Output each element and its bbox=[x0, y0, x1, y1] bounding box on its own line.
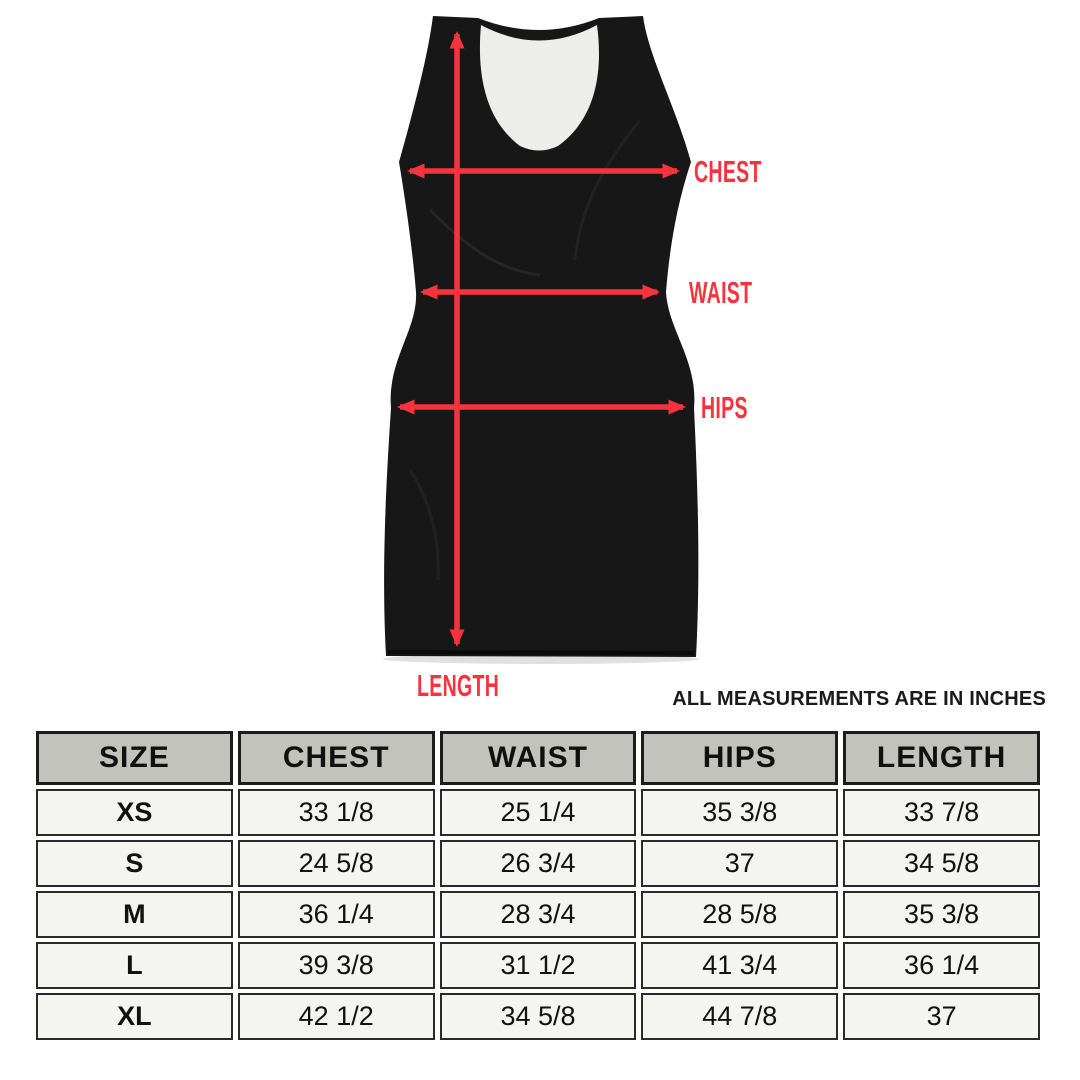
hips-cell: 41 3/4 bbox=[641, 942, 838, 989]
dress-silhouette bbox=[383, 16, 699, 664]
waist-cell: 34 5/8 bbox=[440, 993, 637, 1040]
chest-cell: 33 1/8 bbox=[238, 789, 435, 836]
size-cell: XS bbox=[36, 789, 233, 836]
length-cell: 37 bbox=[843, 993, 1040, 1040]
col-header-hips: HIPS bbox=[641, 731, 838, 785]
hips-cell: 37 bbox=[641, 840, 838, 887]
waist-cell: 28 3/4 bbox=[440, 891, 637, 938]
waist-cell: 31 1/2 bbox=[440, 942, 637, 989]
col-header-chest: CHEST bbox=[238, 731, 435, 785]
size-cell: XL bbox=[36, 993, 233, 1040]
table-row bbox=[36, 789, 1040, 836]
size-chart-table bbox=[31, 727, 1045, 1044]
hips-cell: 44 7/8 bbox=[641, 993, 838, 1040]
length-cell: 33 7/8 bbox=[843, 789, 1040, 836]
waist-cell: 25 1/4 bbox=[440, 789, 637, 836]
chest-cell: 24 5/8 bbox=[238, 840, 435, 887]
hips-cell: 35 3/8 bbox=[641, 789, 838, 836]
chest-cell: 39 3/8 bbox=[238, 942, 435, 989]
size-cell: M bbox=[36, 891, 233, 938]
length-cell: 35 3/8 bbox=[843, 891, 1040, 938]
length-cell: 34 5/8 bbox=[843, 840, 1040, 887]
length-cell: 36 1/4 bbox=[843, 942, 1040, 989]
chest-label: CHEST bbox=[694, 155, 762, 190]
table-row bbox=[36, 840, 1040, 887]
col-header-size: SIZE bbox=[36, 731, 233, 785]
col-header-waist: WAIST bbox=[440, 731, 637, 785]
units-note: ALL MEASUREMENTS ARE IN INCHES bbox=[672, 688, 1046, 710]
col-header-length: LENGTH bbox=[843, 731, 1040, 785]
table-row bbox=[36, 891, 1040, 938]
header-row bbox=[36, 731, 1040, 785]
waist-label: WAIST bbox=[689, 276, 753, 311]
size-cell: L bbox=[36, 942, 233, 989]
chest-cell: 42 1/2 bbox=[238, 993, 435, 1040]
chest-cell: 36 1/4 bbox=[238, 891, 435, 938]
waist-cell: 26 3/4 bbox=[440, 840, 637, 887]
table-row bbox=[36, 993, 1040, 1040]
size-cell: S bbox=[36, 840, 233, 887]
hips-label: HIPS bbox=[701, 391, 748, 426]
length-label: LENGTH bbox=[417, 669, 500, 704]
hips-cell: 28 5/8 bbox=[641, 891, 838, 938]
table-row bbox=[36, 942, 1040, 989]
